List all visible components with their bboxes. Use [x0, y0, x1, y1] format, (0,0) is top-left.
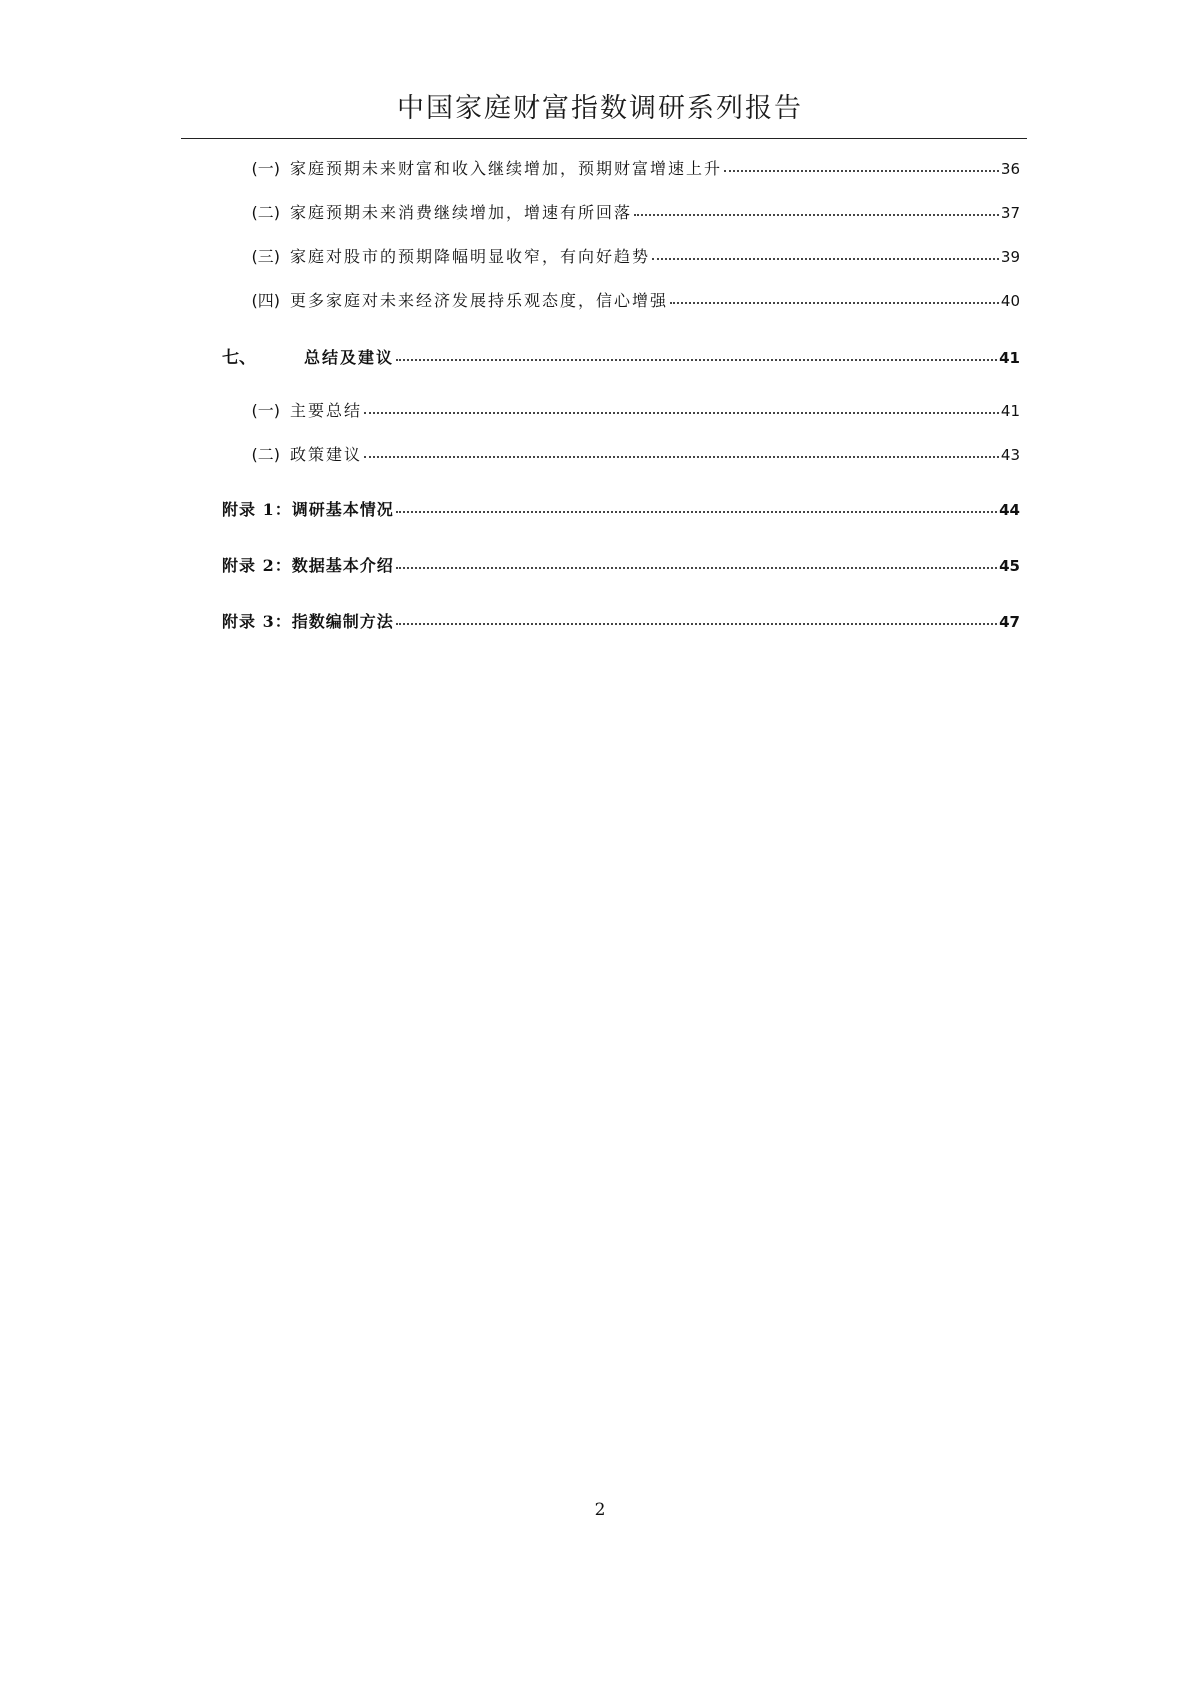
toc-entry-title: 家庭预期未来财富和收入继续增加，预期财富增速上升 — [290, 159, 723, 178]
toc-entry[interactable] — [222, 442, 1020, 466]
toc-appendix-entry[interactable] — [222, 497, 1020, 521]
toc-entry[interactable] — [222, 156, 1020, 180]
dot-leader — [670, 290, 999, 306]
toc-entry-number: (二) — [251, 445, 280, 464]
toc-entry[interactable] — [222, 398, 1020, 422]
dot-leader — [652, 246, 999, 262]
toc-entry-title: 更多家庭对未来经济发展持乐观态度，信心增强 — [290, 291, 669, 310]
page-number: 2 — [594, 1500, 606, 1520]
toc-entry-page: 44 — [999, 501, 1020, 519]
toc-entry-page: 45 — [999, 557, 1020, 575]
toc-appendix-entry[interactable] — [222, 609, 1020, 633]
toc-entry-page: 41 — [1000, 402, 1020, 420]
dot-leader — [396, 611, 997, 627]
toc-entry-number: (四) — [251, 291, 280, 310]
toc-entry-page: 36 — [1000, 160, 1020, 178]
toc-appendix-title: 附录 3：指数编制方法 — [222, 612, 394, 631]
toc-entry-page: 43 — [1000, 446, 1020, 464]
toc-entry[interactable] — [222, 288, 1020, 312]
dot-leader — [634, 202, 999, 218]
dot-leader — [396, 499, 997, 515]
report-header-title: 中国家庭财富指数调研系列报告 — [397, 93, 803, 124]
header-divider — [181, 138, 1027, 139]
toc-entry-number: (一) — [251, 159, 280, 178]
toc-entry-page: 40 — [1000, 292, 1020, 310]
dot-leader — [396, 347, 997, 363]
toc-entry-number: (一) — [251, 401, 280, 420]
dot-leader — [364, 400, 999, 416]
dot-leader — [724, 158, 999, 174]
toc-entry-page: 47 — [999, 613, 1020, 631]
toc-entry-title: 家庭对股市的预期降幅明显收窄，有向好趋势 — [290, 247, 651, 266]
toc-entry-title: 家庭预期未来消费继续增加，增速有所回落 — [290, 203, 633, 222]
toc-entry-page: 37 — [1000, 204, 1020, 222]
toc-entry-number: (三) — [251, 247, 280, 266]
toc-entry-number: (二) — [251, 203, 280, 222]
toc-appendix-entry[interactable] — [222, 553, 1020, 577]
toc-entry-title: 政策建议 — [290, 445, 363, 464]
toc-entry[interactable] — [222, 244, 1020, 268]
toc-entry-title: 主要总结 — [290, 401, 363, 420]
toc-entry-page: 41 — [999, 349, 1020, 367]
toc-chapter-title: 总结及建议 — [304, 348, 395, 367]
toc-chapter-entry[interactable] — [222, 343, 1020, 367]
toc-appendix-title: 附录 2：数据基本介绍 — [222, 556, 394, 575]
dot-leader — [396, 555, 997, 571]
dot-leader — [364, 444, 999, 460]
toc-entry[interactable] — [222, 200, 1020, 224]
toc-entry-page: 39 — [1000, 248, 1020, 266]
toc-chapter-number: 七、 — [222, 348, 256, 368]
toc-appendix-title: 附录 1：调研基本情况 — [222, 500, 394, 519]
